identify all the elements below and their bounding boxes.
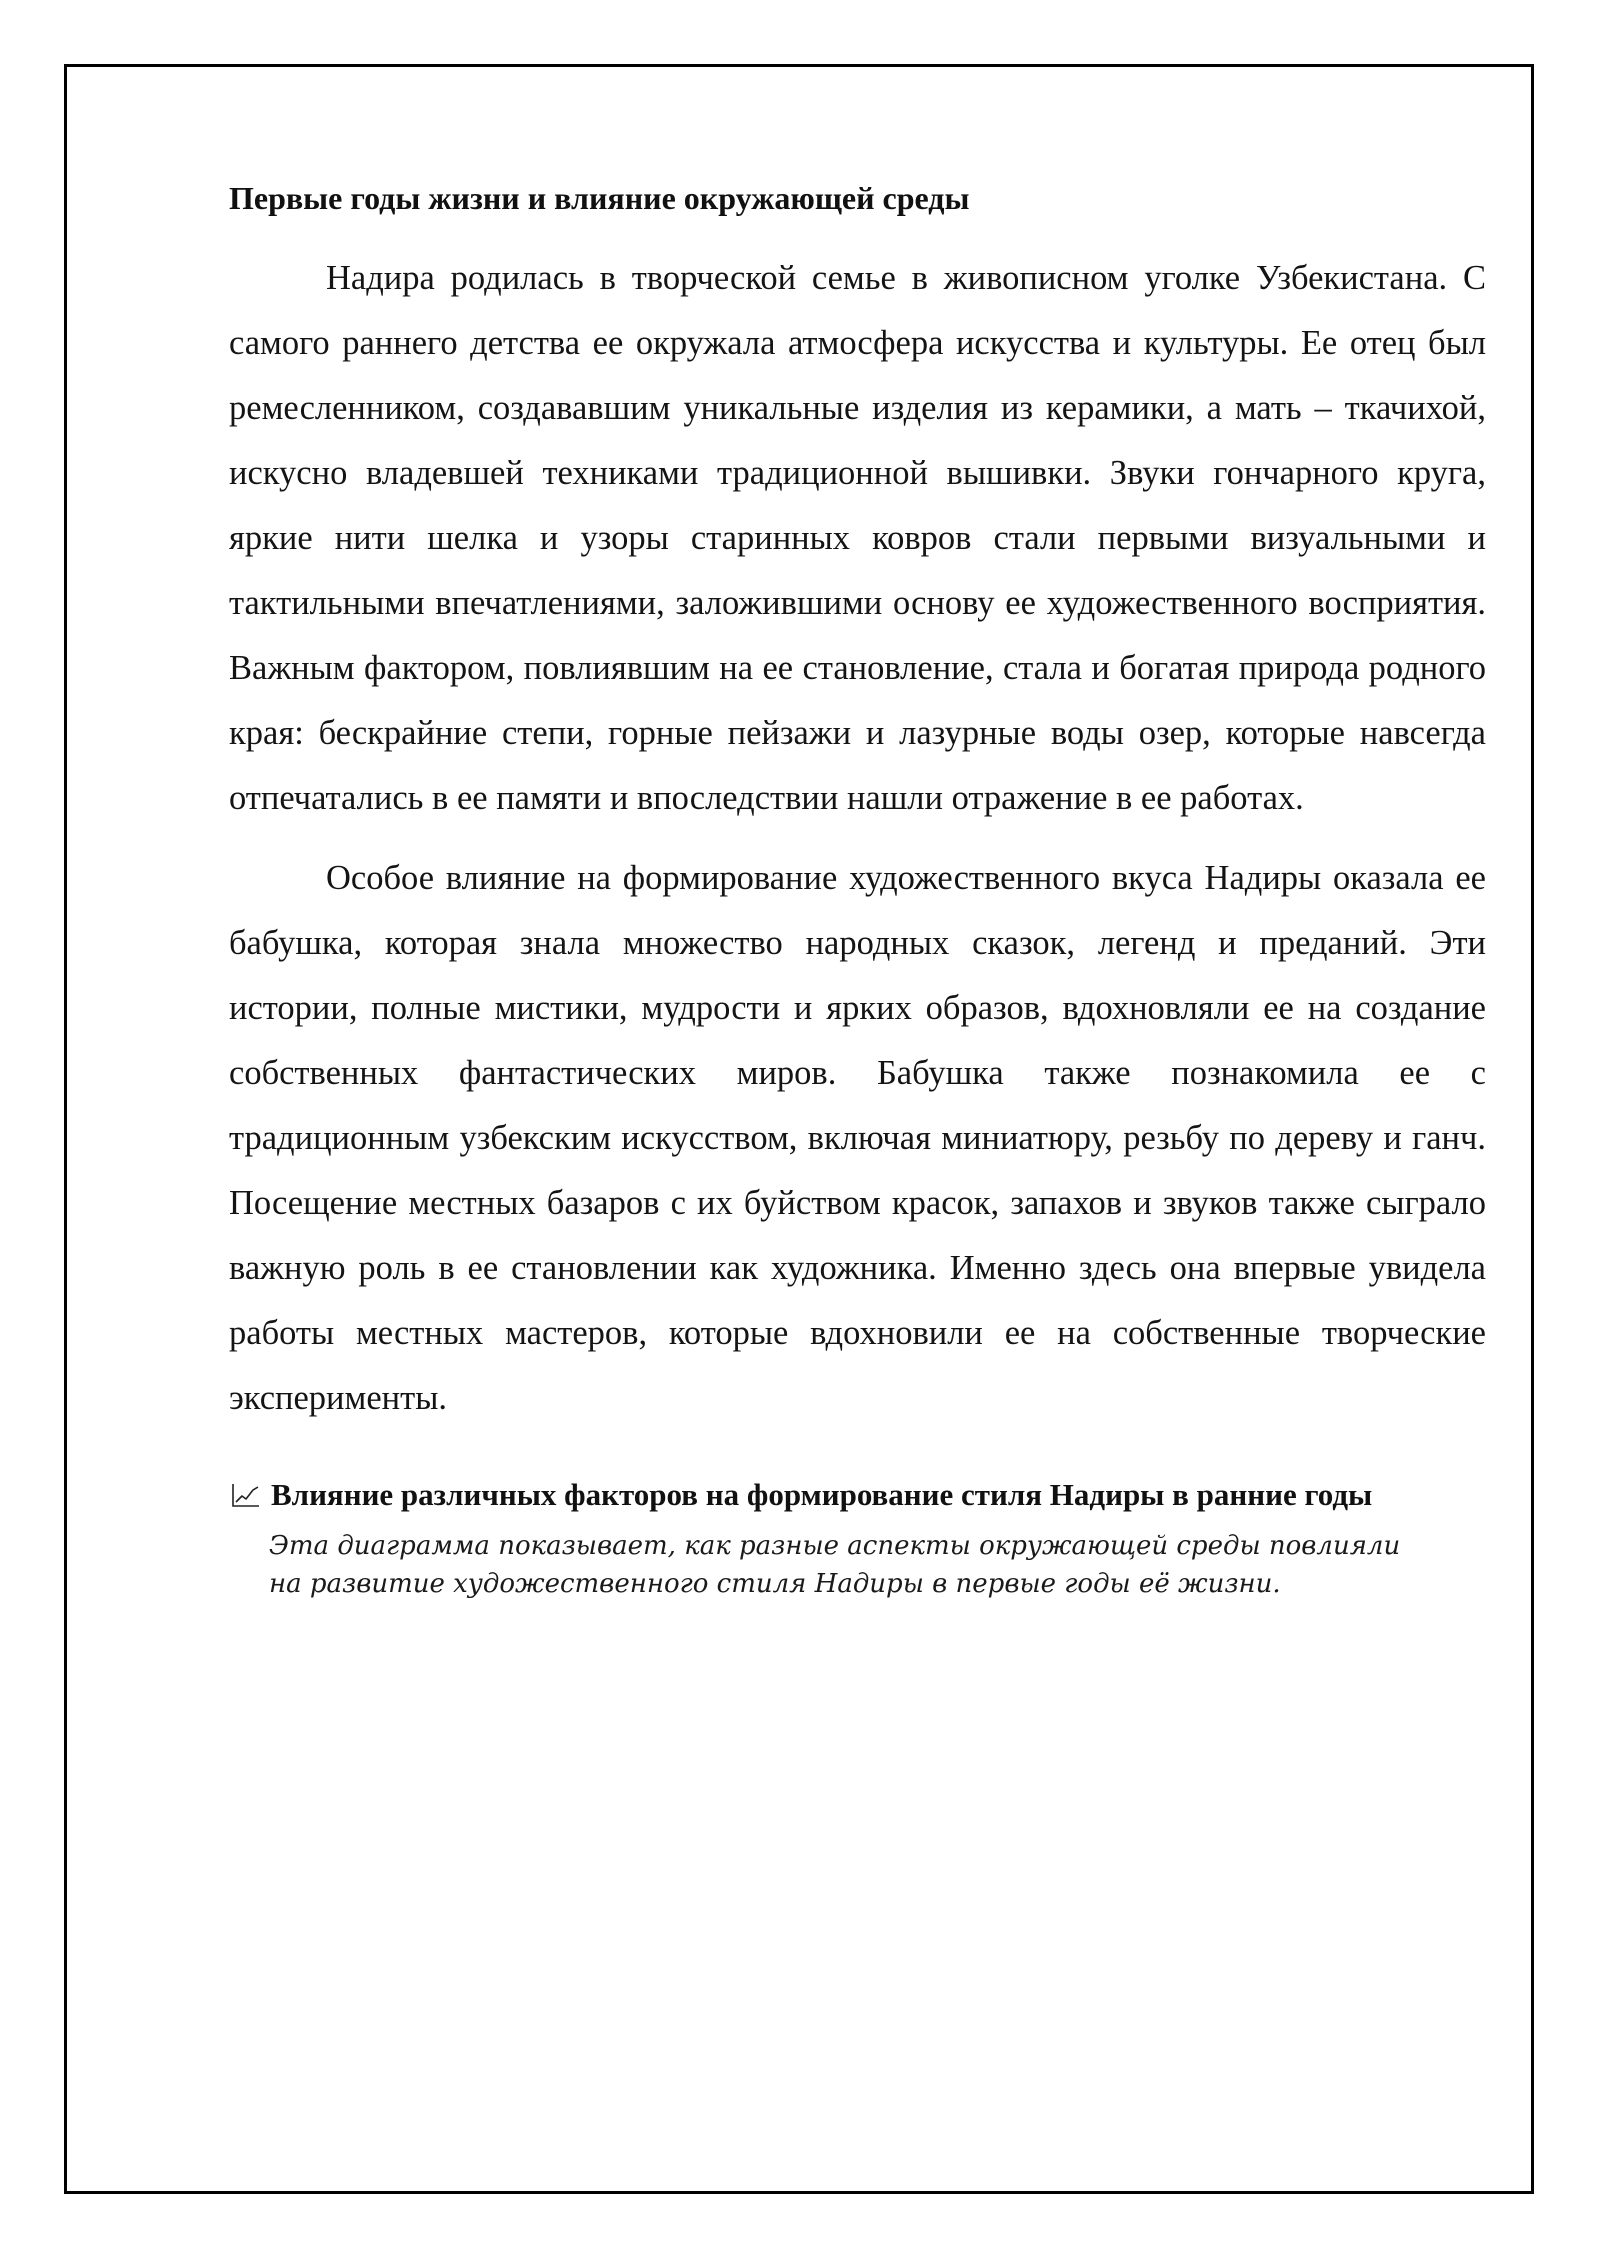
paragraph-early-life: Надира родилась в творческой семье в живописном уголке Узбекистана. С самого раннего детства ее окружала атмосфера искусства и культуры. Ее отец был ремесленником, создававшим уникальные изделия из керамики, а мать – ткачихой, искусно владевшей техниками традиционной вышивки. Звуки гончарного круга, яркие нити шелка и узоры старинных ковров стали первыми визуальными и тактильными впечатлениями, заложившими основу ее художественного восприятия. Важным фактором, повлиявшим на ее становление, стала и богатая природа родного края: бескрайние степи, горные пейзажи и лазурные воды озер, которые навсегда отпечатались в ее памяти и впоследствии нашли отражение в ее работах. bbox=[229, 259, 1486, 817]
figure-placeholder bbox=[229, 1475, 1486, 1603]
figure-caption: Эта диаграмма показывает, как разные аспекты окружающей среды повлияли на развитие художественного стиля Надиры в первые годы её жизни. bbox=[269, 1531, 1401, 1599]
paragraph-grandmother-influence: Особое влияние на формирование художественного вкуса Надиры оказала ее бабушка, которая знала множество народных сказок, легенд и преданий. Эти истории, полные мистики, мудрости и ярких образов, вдохновляли ее на создание собственных фантастических миров. Бабушка также познакомила ее с традиционным узбекским искусством, включая миниатюру, резьбу по дереву и ганч. Посещение местных базаров с их буйством красок, запахов и звуков также сыграло важную роль в ее становлении как художника. Именно здесь она впервые увидела работы местных мастеров, которые вдохновили ее на собственные творческие эксперименты. bbox=[229, 859, 1486, 1417]
chart-increasing-icon bbox=[231, 1482, 261, 1508]
figure-title-row bbox=[231, 1475, 1486, 1515]
section-heading: Первые годы жизни и влияние окружающей среды bbox=[229, 180, 970, 216]
document-body bbox=[229, 170, 1486, 1603]
figure-title: Влияние различных факторов на формирование стиля Надиры в ранние годы bbox=[271, 1477, 1373, 1512]
